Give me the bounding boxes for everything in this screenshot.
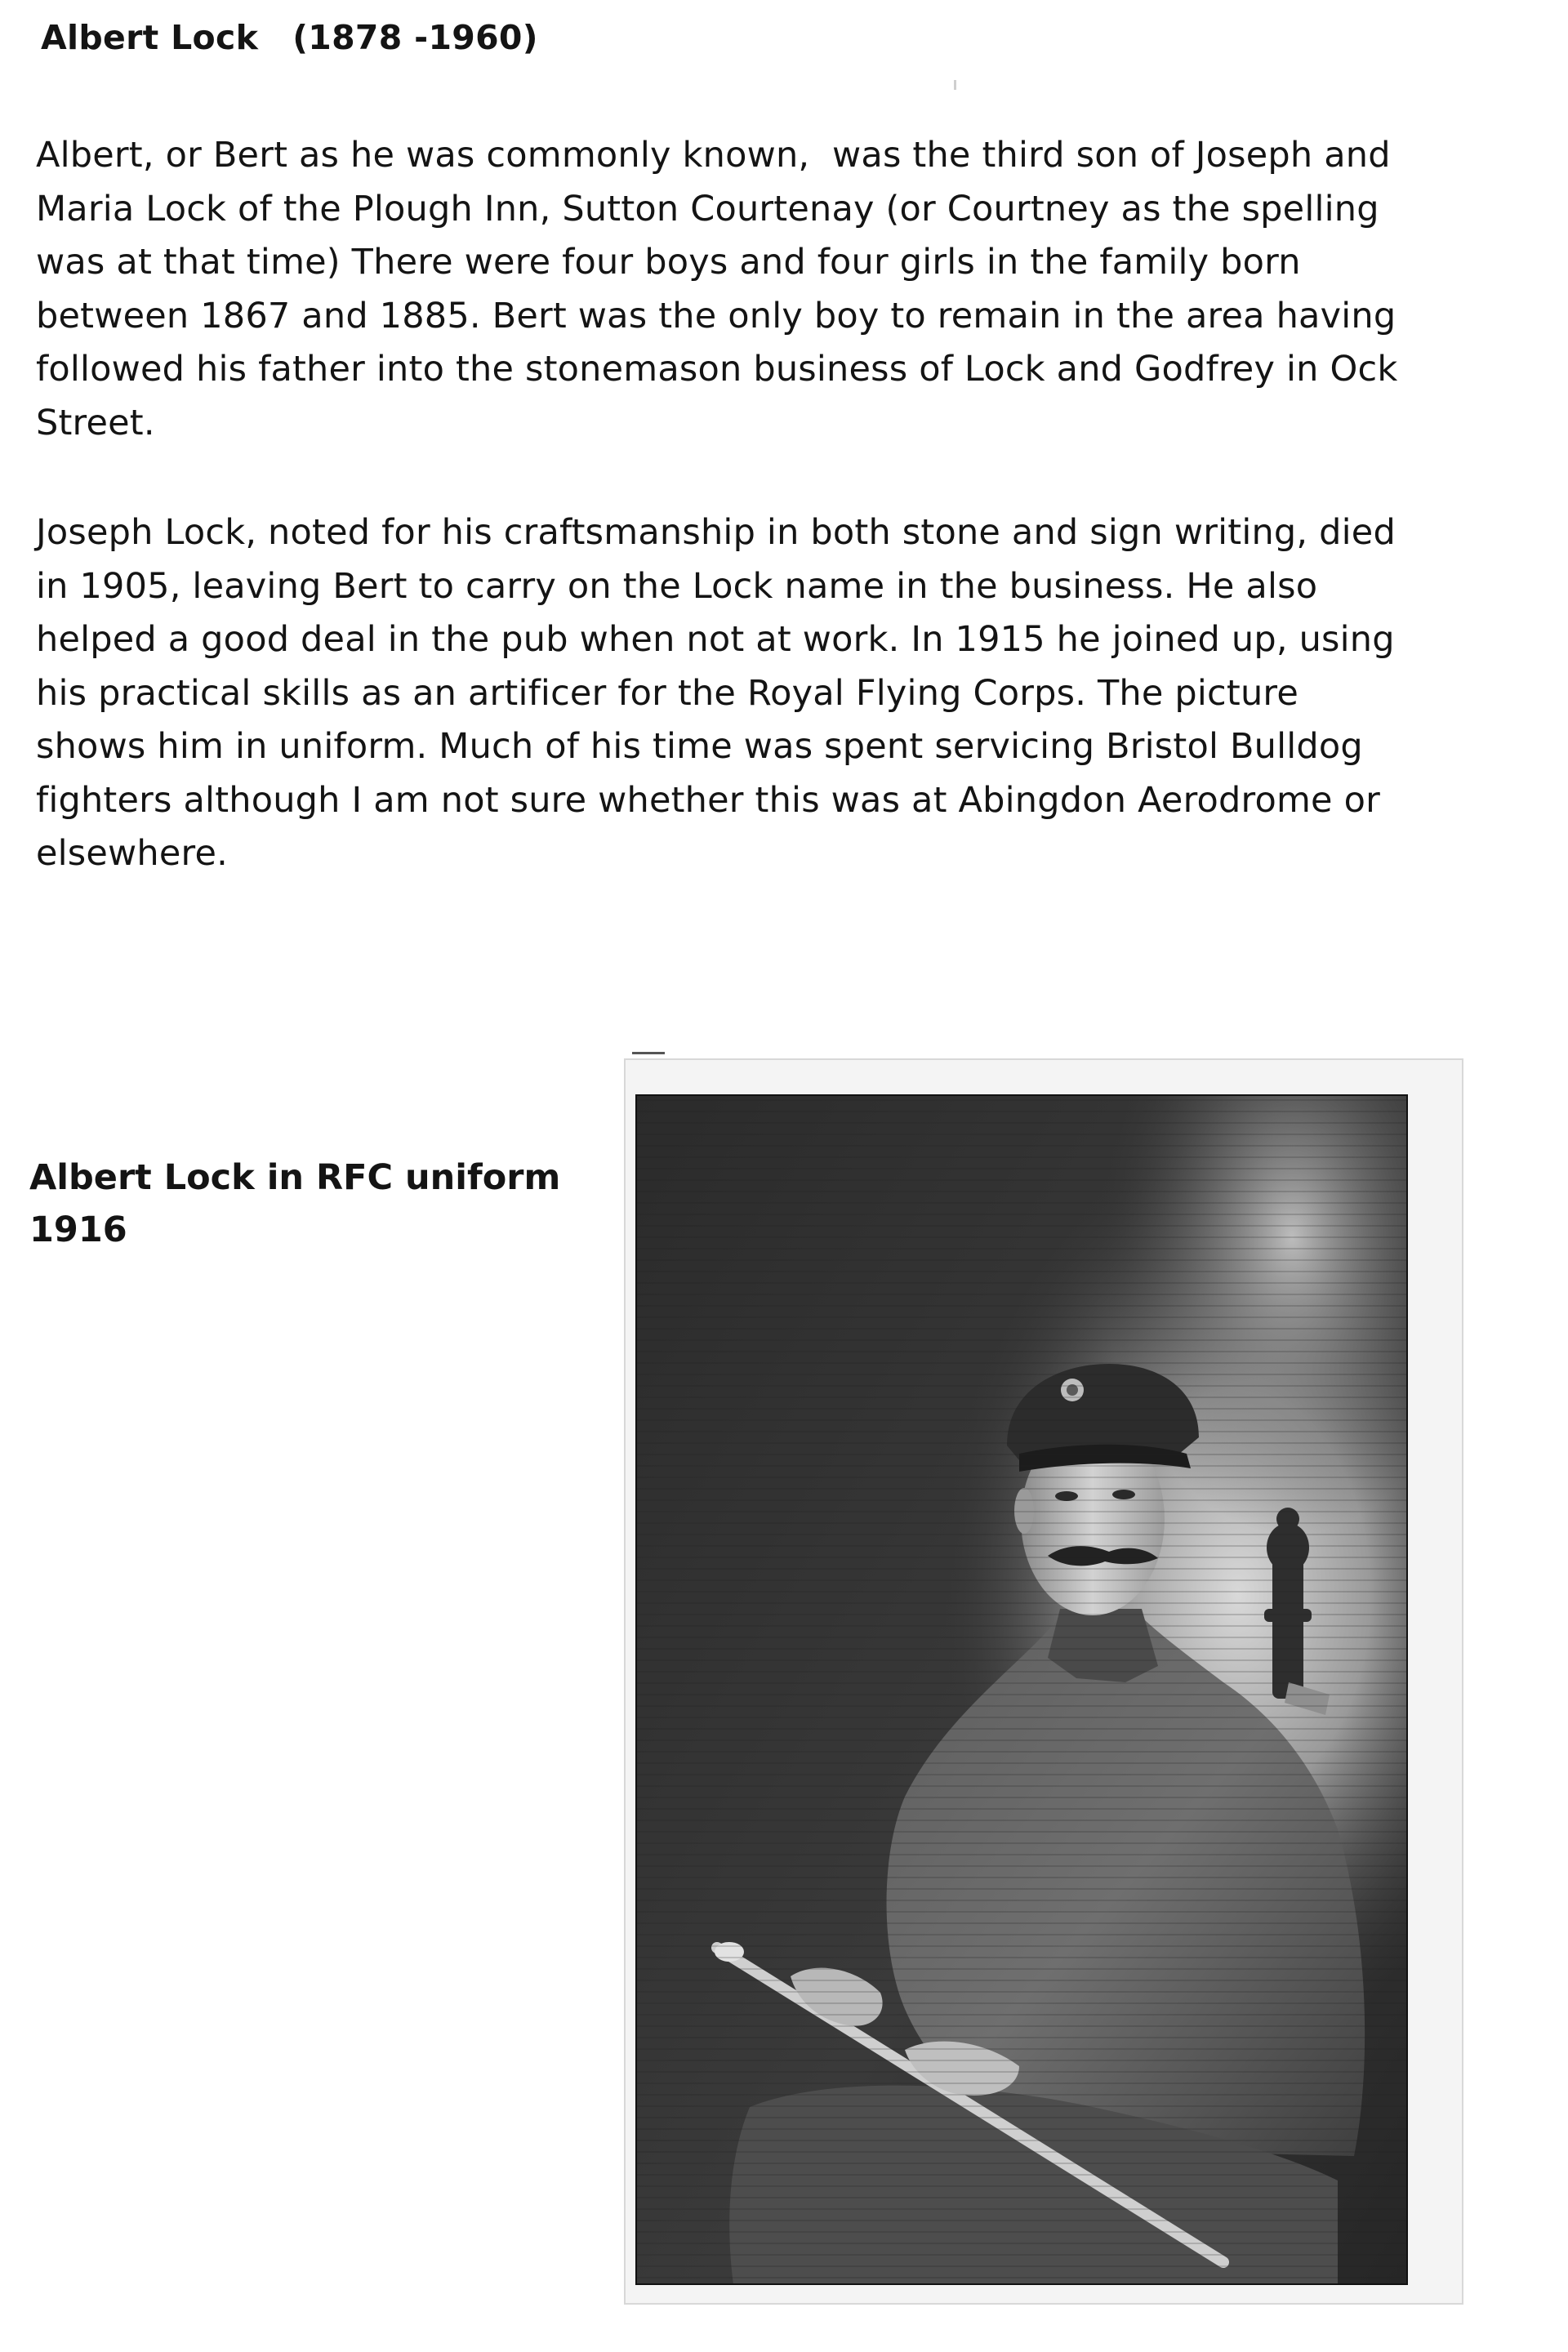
title-dates: (1878 -1960) (292, 18, 538, 57)
paragraph-1-line: Street. (36, 402, 155, 443)
paragraph-1-line: followed his father into the stonemason business of Lock and Godfrey in Ock (36, 349, 1398, 390)
paragraph-2-line: in 1905, leaving Bert to carry on the Lock name in the business. He also (36, 565, 1318, 607)
paragraph-2 (36, 506, 1555, 881)
photo-caption (29, 1152, 560, 1256)
paragraph-2-line: shows him in uniform. Much of his time was spent servicing Bristol Bulldog (36, 726, 1363, 767)
paragraph-1-line: was at that time) There were four boys and four girls in the family born (36, 242, 1301, 283)
paragraph-2-line: helped a good deal in the pub when not at work. In 1915 he joined up, using (36, 619, 1395, 660)
paragraph-2-line: fighters although I am not sure whether this was at Abingdon Aerodrome or (36, 779, 1380, 821)
document-title (41, 18, 538, 57)
paragraph-1-line: Maria Lock of the Plough Inn, Sutton Courtenay (or Courtney as the spelling (36, 188, 1379, 229)
caption-line: 1916 (29, 1209, 127, 1250)
scan-speck (954, 80, 956, 90)
title-name: Albert Lock (41, 18, 259, 57)
paragraph-2-line: elsewhere. (36, 833, 228, 874)
caption-line: Albert Lock in RFC uniform (29, 1157, 561, 1198)
paragraph-1-line: Albert, or Bert as he was commonly known, was the third son of Joseph and (36, 135, 1391, 176)
paragraph-1-line: between 1867 and 1885. Bert was the only boy to remain in the area having (36, 295, 1396, 336)
paragraph-2-line: Joseph Lock, noted for his craftsmanship in both stone and sign writing, died (36, 512, 1396, 553)
paragraph-2-line: his practical skills as an artificer for the Royal Flying Corps. The picture (36, 672, 1298, 714)
paragraph-1 (36, 129, 1555, 450)
portrait-photo (635, 1094, 1408, 2285)
